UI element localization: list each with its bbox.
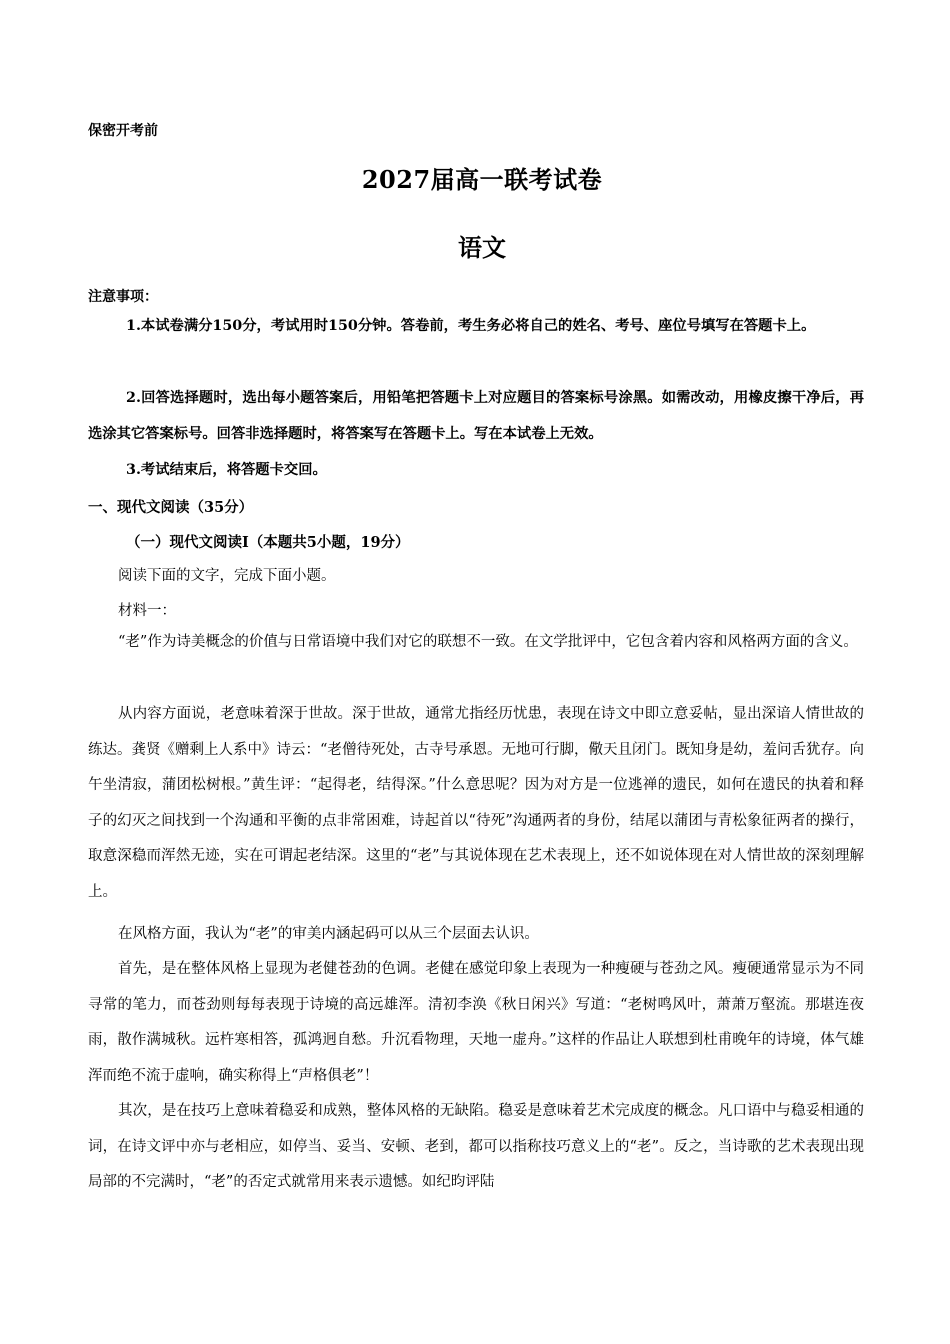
- passage-paragraph-3: 在风格方面，我认为“老”的审美内涵起码可以从三个层面去认识。: [118, 926, 539, 942]
- note-item-3: 3.考试结束后，将答题卡交回。: [126, 462, 327, 478]
- reading-instruction: 阅读下面的文字，完成下面小题。: [118, 568, 336, 584]
- subject-title: 语文: [458, 233, 506, 262]
- notes-heading: 注意事项：: [88, 289, 158, 305]
- note-item-1: 1.本试卷满分150分，考试用时150分钟。答卷前，考生务必将自己的姓名、考号、座位号填写在答题卡上。: [126, 318, 816, 334]
- passage-paragraph-1: “老”作为诗美概念的价值与日常语境中我们对它的联想不一致。在文学批评中，它包含着内容和风格两方面的含义。: [118, 634, 858, 650]
- confidential-label: 保密开考前: [88, 123, 158, 139]
- passage-paragraph-2: 从内容方面说，老意味着深于世故。深于世故，通常尤指经历忧患，表现在诗文中即立意妥帖，显出深谙人情世故的练达。龚贤《赠剩上人系中》诗云：“老僧待死处，古寺号承恩。无地可行脚，儆天且闭门。既知身是幼，羞问舌犹存。向午坐清寂，蒲团松树根。”黄生评：“起得老，结得深。”什么意思呢？因为对方是一位逃禅的遗民，如何在遗民的执着和释子的幻灭之间找到一个沟通和平衡的点非常困难，诗起首以“待死”沟通两者的身份，结尾以蒲团与青松象征两者的操行，取意深稳而浑然无迹，实在可谓起老结深。这里的“老”与其说体现在艺术表现上，还不如说体现在对人情世故的深刻理解上。: [88, 706, 864, 900]
- passage-paragraph-5: 其次，是在技巧上意味着稳妥和成熟，整体风格的无缺陷。稳妥是意味着艺术完成度的概念。凡口语中与稳妥相通的词，在诗文评中亦与老相应，如停当、妥当、安顿、老到，都可以指称技巧意义上的“老”。反之，当诗歌的艺术表现出现局部的不完满时，“老”的否定式就常用来表示遗憾。如纪昀评陆: [88, 1103, 864, 1190]
- exam-title: 2027届高一联考试卷: [361, 165, 603, 194]
- subsection-heading: （一）现代文阅读I（本题共5小题，19分）: [126, 534, 410, 551]
- passage-paragraph-4: 首先，是在整体风格上显现为老健苍劲的色调。老健在感觉印象上表现为一种瘦硬与苍劲之风。瘦硬通常显示为不同寻常的笔力，而苍劲则每每表现于诗境的高远雄浑。清初李涣《秋日闲兴》写道：“老树鸣风叶，萧萧万壑流。那堪连夜雨，散作满城秋。远杵寒相答，孤鸿迥自愁。升沉看物理，天地一虚舟。”这样的作品让人联想到杜甫晚年的诗境，体气雄浑而绝不流于虚响，确实称得上“声格俱老”！: [88, 961, 864, 1084]
- material-label: 材料一：: [118, 603, 176, 619]
- section-heading: 一、现代文阅读（35分）: [88, 499, 254, 516]
- note-item-2: 2.回答选择题时，选出每小题答案后，用铅笔把答题卡上对应题目的答案标号涂黑。如需改动，用橡皮擦干净后，再选涂其它答案标号。回答非选择题时，将答案写在答题卡上。写在本试卷上无效。: [88, 390, 864, 442]
